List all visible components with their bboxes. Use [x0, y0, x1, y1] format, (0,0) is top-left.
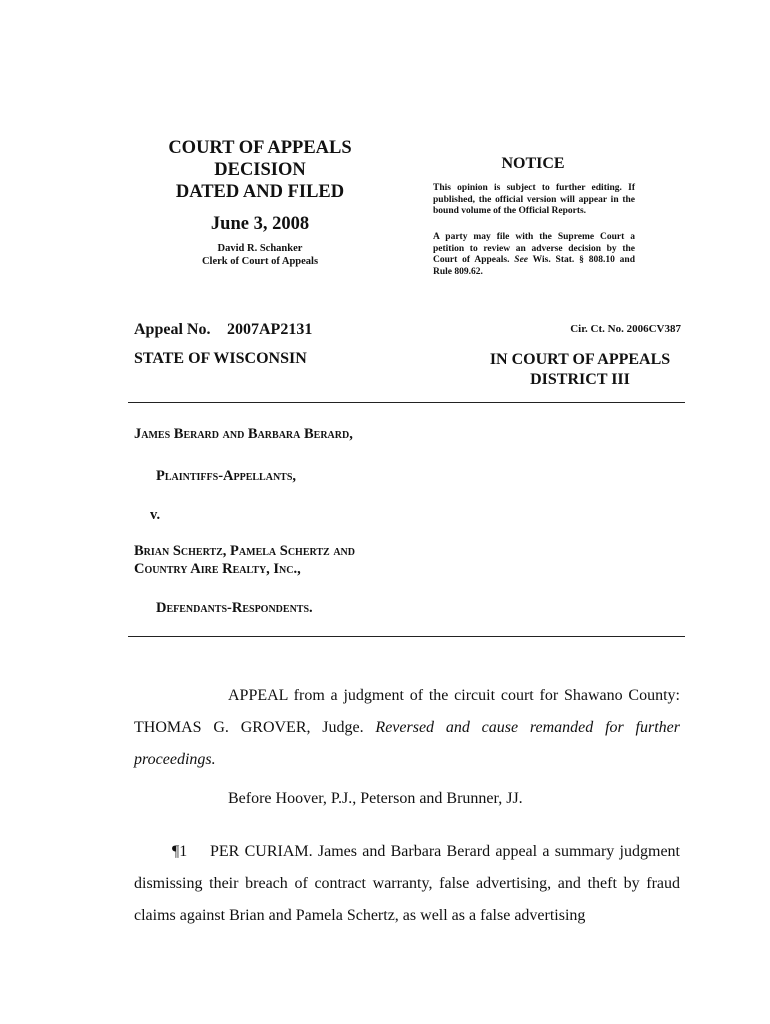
caption-plaintiffs-role: Plaintiffs-Appellants, [156, 468, 297, 484]
court-district-line2: DISTRICT III [530, 371, 630, 388]
notice-title: NOTICE [501, 155, 565, 172]
court-district-line1: IN COURT OF APPEALS [489, 351, 671, 368]
court-title-line2: DECISION [214, 160, 306, 180]
decision-date: June 3, 2008 [210, 214, 310, 234]
appeal-disposition: Reversed and cause remanded for further proceedings. [134, 719, 680, 768]
caption-top-rule [128, 402, 685, 403]
appeal-paragraph [134, 680, 680, 776]
opinion-paragraph-1 [134, 836, 680, 932]
caption-bottom-rule [128, 636, 685, 637]
caption-plaintiffs: James Berard and Barbara Berard, [134, 426, 353, 442]
notice-paragraph-2 [433, 232, 635, 278]
notice-statute-ref: Wis. Stat. § 808.10 and Rule 809.62. [433, 255, 636, 277]
court-title-line1: COURT OF APPEALS [168, 138, 352, 158]
state-name: STATE OF WISCONSIN [134, 350, 307, 367]
caption-defendants-line2: Country Aire Realty, Inc., [134, 561, 301, 577]
caption-defendants [134, 542, 355, 578]
caption-versus: v. [150, 507, 161, 523]
panel-judges: Before Hoover, P.J., Peterson and Brunner, JJ. [228, 790, 523, 807]
paragraph-1-text: PER CURIAM. James and Barbara Berard appeal a summary judgment dismissing their breach of contract warranty, false advertising, and theft by fraud claims against Brian and Pamela Schertz, as well as a false advertising [134, 843, 680, 924]
notice-paragraph-2-text: A party may file with the Supreme Court a petition to review an adverse decision by the Court of Appeals. [433, 232, 635, 265]
circuit-court-number: Cir. Ct. No. 2006CV387 [570, 323, 681, 335]
clerk-title: Clerk of Court of Appeals [201, 256, 319, 267]
clerk-name: David R. Schanker [217, 243, 303, 254]
decision-header [130, 137, 390, 268]
caption-defendants-line1: Brian Schertz, Pamela Schertz and [134, 543, 355, 559]
court-district [470, 350, 690, 390]
appeal-number: 2007AP2131 [227, 321, 313, 338]
appeal-label: Appeal No. [134, 321, 211, 338]
appeal-text: APPEAL from a judgment of the circuit court for Shawano County: THOMAS G. GROVER, Judge. [134, 687, 680, 736]
court-title-line3: DATED AND FILED [175, 182, 345, 202]
paragraph-mark: ¶1 [172, 843, 188, 860]
notice-see: See [514, 255, 529, 265]
caption-defendants-role: Defendants-Respondents. [156, 600, 313, 616]
notice-paragraph-1: This opinion is subject to further editing. If published, the official version will appear in the bound volume of the Official Reports. [433, 183, 635, 216]
